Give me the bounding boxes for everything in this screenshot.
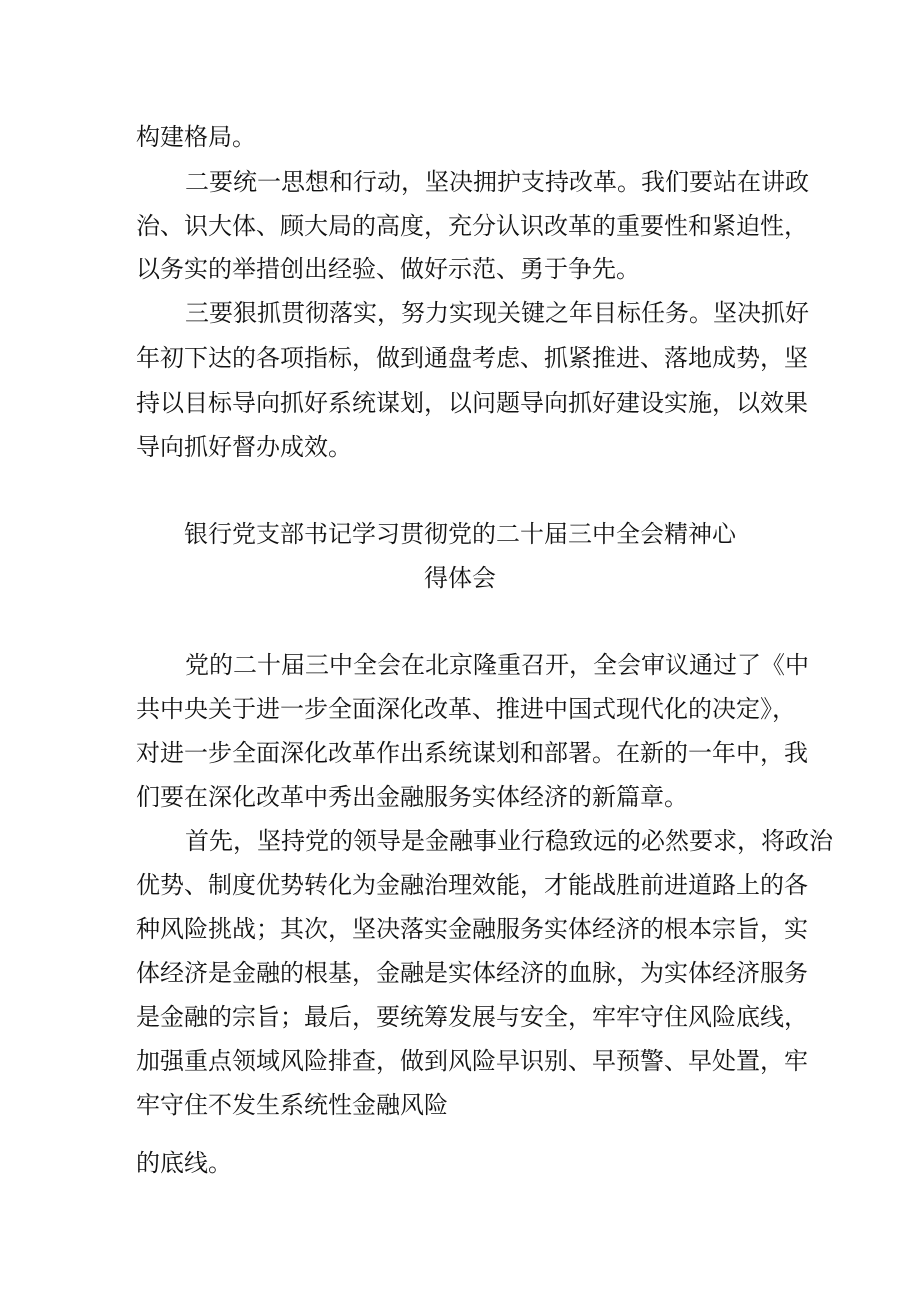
paragraph2-line-1: 首先，坚持党的领导是金融事业行稳致远的必然要求，将政治	[185, 827, 833, 855]
point-three-line-2: 年初下达的各项指标，做到通盘考虑、抓紧推进、落地成势，坚	[136, 344, 808, 372]
paragraph1-line-4: 们要在深化改革中秀出金融服务实体经济的新篇章。	[136, 783, 688, 811]
article-title-line-2: 得体会	[424, 564, 496, 592]
point-two-line-2: 治、识大体、顾大局的高度，充分认识改革的重要性和紧迫性，	[136, 212, 808, 240]
point-two-line-1: 二要统一思想和行动，坚决拥护支持改革。我们要站在讲政	[185, 168, 809, 196]
point-three-line-4: 导向抓好督办成效。	[136, 433, 352, 461]
article-title-line-1: 银行党支部书记学习贯彻党的二十届三中全会精神心	[184, 520, 736, 548]
paragraph1-line-2: 共中央关于进一步全面深化改革、推进中国式现代化的决定》，	[136, 695, 796, 723]
paragraph1-line-3: 对进一步全面深化改革作出系统谋划和部署。在新的一年中，我	[136, 739, 808, 767]
paragraph2-line-3: 种风险挑战；其次，坚决落实金融服务实体经济的根本宗旨，实	[136, 915, 808, 943]
point-three-line-1: 三要狠抓贯彻落实，努力实现关键之年目标任务。坚决抓好	[185, 299, 809, 327]
paragraph2-tail: 的底线。	[136, 1149, 232, 1177]
paragraph2-line-6: 加强重点领域风险排查，做到风险早识别、早预警、早处置，牢	[136, 1047, 808, 1075]
paragraph2-line-5: 是金融的宗旨；最后，要统筹发展与安全，牢牢守住风险底线，	[136, 1003, 808, 1031]
paragraph1-line-1: 党的二十届三中全会在北京隆重召开，全会审议通过了《中	[185, 651, 809, 679]
paragraph2-line-7: 牢守住不发生系统性金融风险	[136, 1091, 448, 1119]
point-two-line-3: 以务实的举措创出经验、做好示范、勇于争先。	[136, 255, 640, 283]
point-three-line-3: 持以目标导向抓好系统谋划，以问题导向抓好建设实施，以效果	[136, 389, 808, 417]
continuation-line: 构建格局。	[136, 123, 256, 151]
paragraph2-line-2: 优势、制度优势转化为金融治理效能，才能战胜前进道路上的各	[136, 871, 808, 899]
paragraph2-line-4: 体经济是金融的根基，金融是实体经济的血脉，为实体经济服务	[136, 959, 808, 987]
